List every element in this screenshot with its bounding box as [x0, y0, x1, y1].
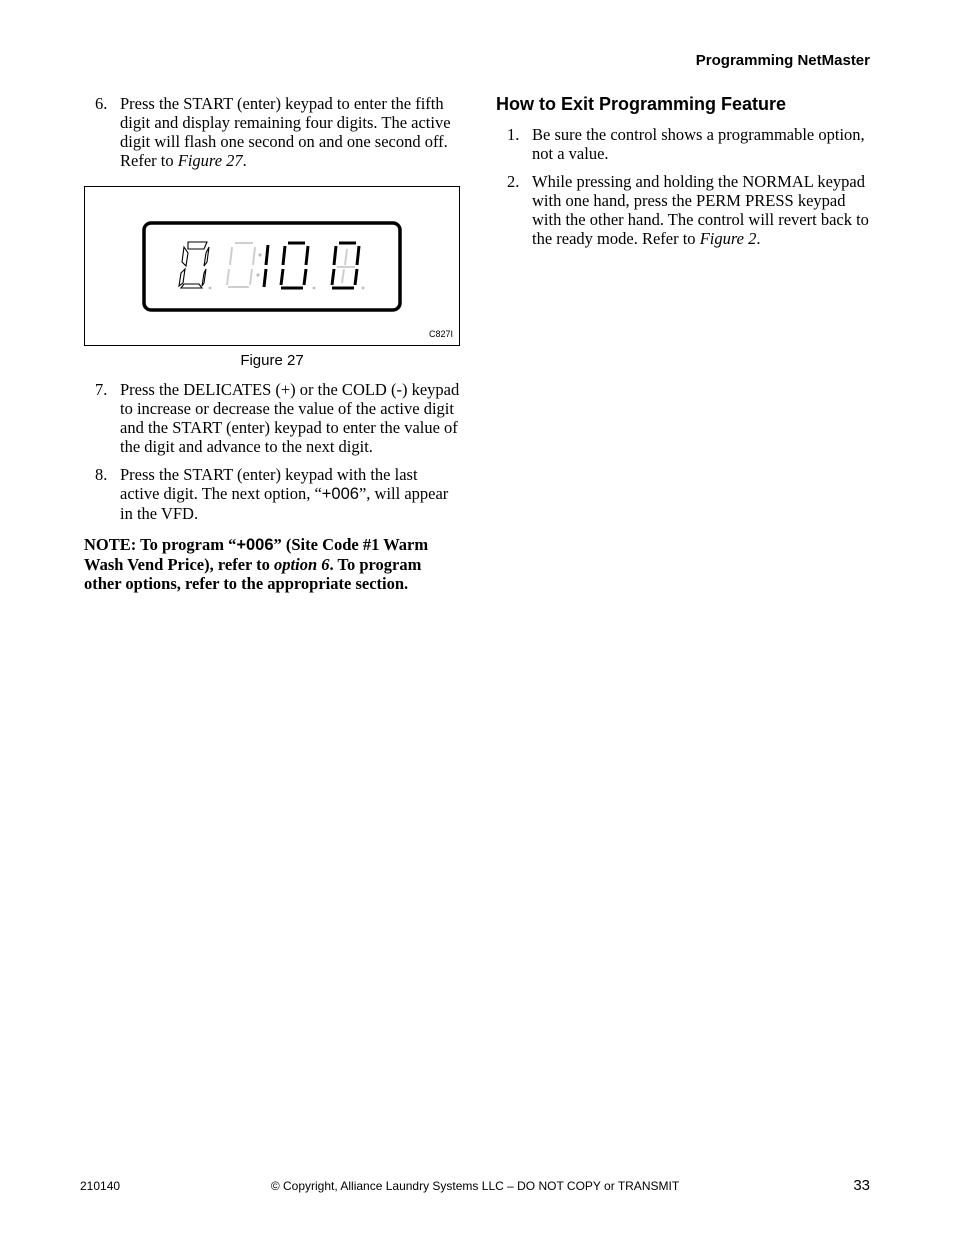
step-number: 2. [507, 172, 520, 191]
step-6 [84, 94, 460, 170]
option-code: +006 [321, 485, 359, 503]
step-text-end: . [242, 151, 247, 170]
digit-1-dim [227, 243, 255, 287]
figure-27-box [84, 186, 460, 346]
step-text: While pressing and holding the NORMAL keypad with one hand, press the PERM PRESS keypad with the other hand. The control will revert back to the ready mode. Refer to [532, 172, 869, 248]
step-text: Press the START (enter) keypad with the last active digit. The next option, “ [120, 465, 418, 503]
colon-dot [256, 273, 259, 276]
right-column [496, 94, 872, 257]
exit-step-2 [496, 172, 872, 248]
step-number: 8. [95, 465, 108, 484]
section-heading: How to Exit Programming Feature [496, 94, 787, 114]
step-7 [84, 380, 460, 456]
step-text-end: . [756, 229, 761, 248]
note-text: ” (Site Code #1 Warm Wash Vend Price), refer to [84, 535, 429, 574]
digit-0-solid-b [332, 243, 359, 288]
figure-reference: Figure 2 [699, 229, 757, 248]
step-8 [84, 465, 460, 523]
document-number: 210140 [80, 1179, 121, 1193]
vfd-display-illustration [85, 187, 459, 345]
step-text: Press the START (enter) keypad to enter the fifth digit and display remaining four digits. The active digit will flash one second on and one second off. Refer to [120, 94, 451, 170]
step-number: 1. [507, 125, 520, 144]
display-outer-frame [144, 223, 400, 310]
figure-reference: Figure 27 [177, 151, 243, 170]
colon-dot [258, 253, 261, 256]
step-text: Press the DELICATES (+) or the COLD (-) keypad to increase or decrease the value of the active digit and the START (enter) keypad to enter the value of the digit and advance to the next digit. [120, 380, 460, 456]
dim-segment-overlay [337, 249, 355, 283]
step-number: 7. [95, 380, 108, 399]
exit-step-1 [496, 125, 872, 163]
step-text: ”, will appear in the VFD. [120, 484, 449, 523]
copyright-notice: © Copyright, Alliance Laundry Systems LLC – DO NOT COPY or TRANSMIT [270, 1179, 680, 1193]
figure-id: C827I [428, 329, 453, 339]
step-text: Be sure the control shows a programmable option, not a value. [532, 125, 865, 163]
decimal-dot [209, 287, 212, 290]
note-text: . To program other options, refer to the appropriate section. [84, 555, 422, 593]
note-text: NOTE: To program “ [84, 535, 237, 554]
left-column [84, 94, 460, 593]
option-reference: option 6 [274, 555, 330, 574]
page-number: 33 [853, 1177, 870, 1194]
figure-caption: Figure 27 [240, 352, 304, 369]
option-code: +006 [236, 536, 274, 554]
decimal-dot [362, 287, 365, 290]
note-paragraph [84, 535, 460, 593]
digit-0-solid-a [281, 243, 308, 288]
digit-1-solid [264, 245, 268, 287]
digit-0-outline [179, 242, 209, 288]
page-header-title: Programming NetMaster [695, 52, 870, 69]
decimal-dot [313, 287, 316, 290]
step-number: 6. [95, 94, 108, 113]
